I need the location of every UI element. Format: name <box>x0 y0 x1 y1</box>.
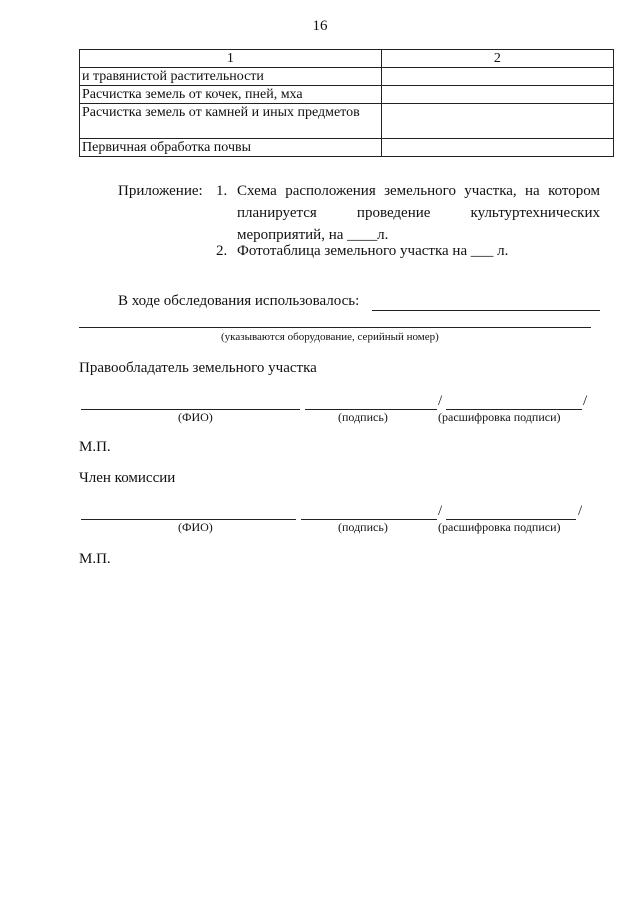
appendix-item-1-number: 1. <box>216 183 228 199</box>
table-row <box>80 139 614 157</box>
commission-caption-fio: (ФИО) <box>178 520 213 534</box>
equipment-fill-line <box>372 310 600 311</box>
appendix-item-2-text: Фототаблица земельного участка на ___ л. <box>237 243 509 259</box>
table-cell-work-type: Расчистка земель от камней и иных предметов <box>80 104 382 139</box>
table-cell-work-type: Расчистка земель от кочек, пней, мха <box>80 86 382 104</box>
owner-slash-right: / <box>583 393 588 409</box>
commission-slash-left: / <box>438 503 443 519</box>
equipment-fill-line-2 <box>79 327 591 328</box>
table-row <box>80 68 614 86</box>
owner-caption-fio: (ФИО) <box>178 410 213 424</box>
appendix-item-1-line-1: Схема расположения земельного участка, на котором <box>237 183 600 199</box>
table-cell-value <box>381 139 613 157</box>
work-types-table <box>79 49 614 157</box>
owner-caption-decoding: (расшифровка подписи) <box>438 410 561 424</box>
commission-caption-decoding: (расшифровка подписи) <box>438 520 561 534</box>
table-cell-value <box>381 86 613 104</box>
table-cell-work-type: Первичная обработка почвы <box>80 139 382 157</box>
owner-title: Правообладатель земельного участка <box>79 360 317 376</box>
commission-slash-right: / <box>578 503 583 519</box>
table-row <box>80 86 614 104</box>
equipment-label: В ходе обследования использовалось: <box>118 293 360 309</box>
appendix-item-1-line-3: мероприятий, на ____л. <box>237 227 389 243</box>
table-row <box>80 104 614 139</box>
table-cell-work-type: и травянистой растительности <box>80 68 382 86</box>
appendix-item-1-text <box>237 180 600 246</box>
table-cell-value <box>381 104 613 139</box>
table-header-row <box>80 50 614 68</box>
table-header-col-1: 1 <box>80 50 382 68</box>
appendix-item-2-number: 2. <box>216 243 228 259</box>
appendix-item-2 <box>216 240 600 262</box>
owner-seal: М.П. <box>79 439 111 455</box>
table-header-col-2: 2 <box>381 50 613 68</box>
appendix-label: Приложение: <box>118 183 203 199</box>
table-cell-value <box>381 68 613 86</box>
commission-seal: М.П. <box>79 551 111 567</box>
owner-slash-left: / <box>438 393 443 409</box>
equipment-caption: (указываются оборудование, серийный номер) <box>221 331 439 343</box>
commission-caption-signature: (подпись) <box>338 520 388 534</box>
appendix-item-1 <box>216 180 600 246</box>
page-number: 16 <box>312 18 328 34</box>
appendix-item-1-line-2: планируется проведение культуртехнических <box>237 205 600 221</box>
owner-caption-signature: (подпись) <box>338 410 388 424</box>
commission-title: Член комиссии <box>79 470 176 486</box>
